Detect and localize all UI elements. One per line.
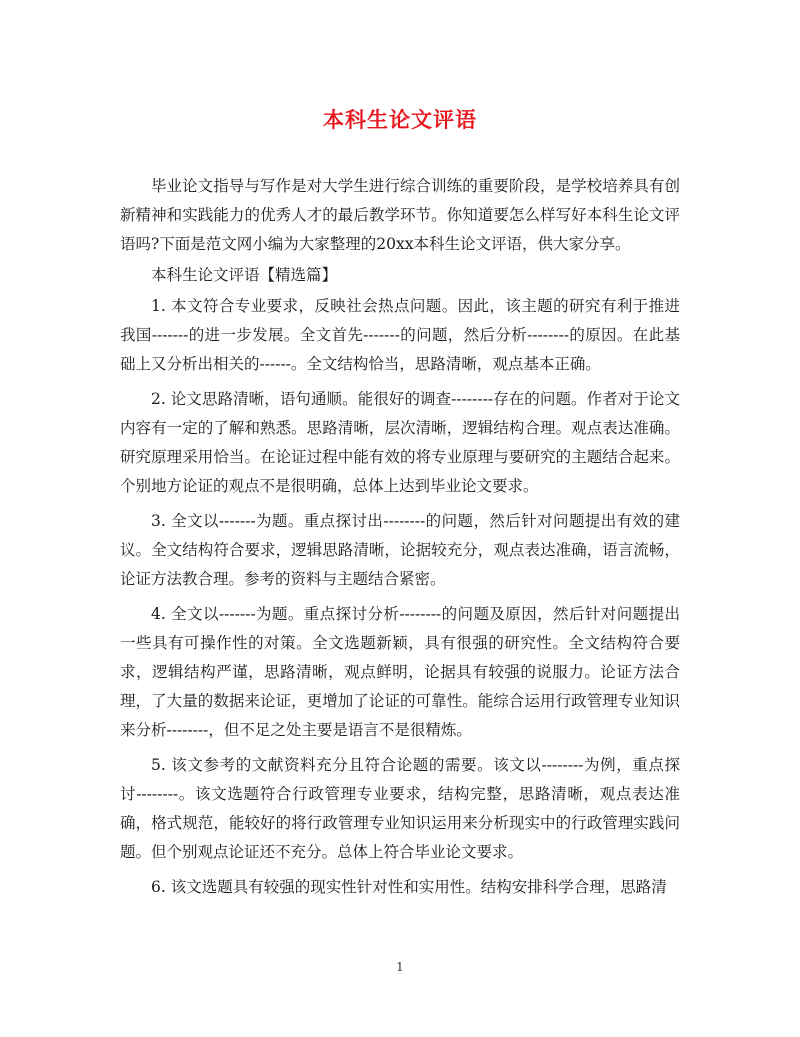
intro-paragraph: 毕业论文指导与写作是对大学生进行综合训练的重要阶段，是学校培养具有创新精神和实践能力的优秀人才的最后教学环节。你知道要怎么样写好本科生论文评语吗?下面是范文网小编为大家整理的20xx本科生论文评语，供大家分享。 [120, 177, 680, 253]
list-item: 1. 本文符合专业要求，反映社会热点问题。因此，该主题的研究有利于推进我国-------的进一步发展。全文首先-------的问题，然后分析--------的原因。在此基础上又分析出相关的------。全文结构恰当，思路清晰，观点基本正确。 [120, 297, 680, 373]
section-heading: 本科生论文评语【精选篇】 [151, 266, 338, 284]
list-item: 6. 该文选题具有较强的现实性针对性和实用性。结构安排科学合理，思路清 [151, 878, 667, 896]
list-item: 2. 论文思路清晰，语句通顺。能很好的调查--------存在的问题。作者对于论文内容有一定的了解和熟悉。思路清晰，层次清晰，逻辑结构合理。观点表达准确。研究原理采用恰当。在论证过程中能有效的将专业原理与要研究的主题结合起来。个别地方论证的观点不是很明确，总体上达到毕业论文要求。 [120, 390, 680, 495]
page-title: 本科生论文评语 [323, 107, 477, 132]
document-body [120, 172, 680, 908]
list-item: 3. 全文以-------为题。重点探讨出--------的问题，然后针对问题提出有效的建议。全文结构符合要求，逻辑思路清晰，论据较充分，观点表达准确，语言流畅，论证方法教合理。参考的资料与主题结合紧密。 [120, 512, 680, 588]
list-item: 5. 该文参考的文献资料充分且符合论题的需要。该文以--------为例，重点探讨--------。该文选题符合行政管理专业要求，结构完整，思路清晰，观点表达准确，格式规范，能较好的将行政管理专业知识运用来分析现实中的行政管理实践问题。但个别观点论证还不充分。总体上符合毕业论文要求。 [120, 756, 680, 861]
list-item: 4. 全文以-------为题。重点探讨分析--------的问题及原因，然后针对问题提出一些具有可操作性的对策。全文选题新颖，具有很强的研究性。全文结构符合要求，逻辑结构严谨，思路清晰，观点鲜明，论据具有较强的说服力。论证方法合理，了大量的数据来论证，更增加了论证的可靠性。能综合运用行政管理专业知识来分析--------，但不足之处主要是语言不是很精炼。 [120, 605, 680, 739]
page-number: 1 [396, 960, 404, 974]
